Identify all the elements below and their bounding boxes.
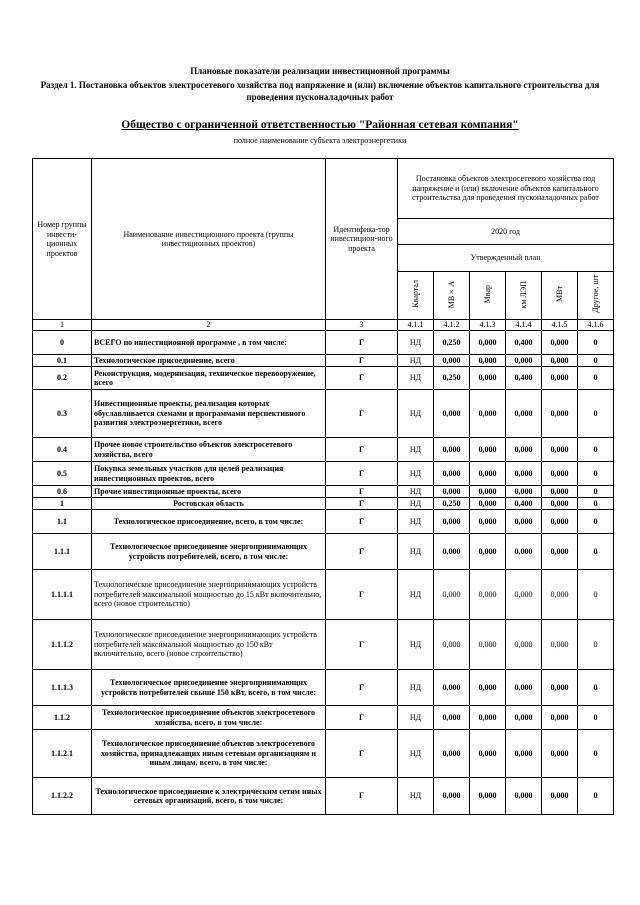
row-quarter: НД xyxy=(398,570,434,620)
header-group-number: Номер группы инвести-ционных проектов xyxy=(33,159,92,320)
row-project-name: Ростовская область xyxy=(92,498,326,510)
row-value: 0,000 xyxy=(434,534,470,570)
row-number: 0.3 xyxy=(33,390,92,438)
row-value: 0,250 xyxy=(434,498,470,510)
row-quarter: НД xyxy=(398,670,434,706)
row-value: 0,400 xyxy=(506,498,542,510)
header-subcolumn xyxy=(398,272,434,320)
row-project-name: Технологическое присоединение объектов электросетевого хозяйства, принадлежащих иным сетевым организациям и иным лицам, всего, в том числе: xyxy=(92,730,326,778)
row-identifier: Г xyxy=(326,730,398,778)
row-value: 0,000 xyxy=(506,778,542,815)
row-value: 0,000 xyxy=(542,730,578,778)
row-value: 0,000 xyxy=(542,486,578,498)
row-quarter: НД xyxy=(398,706,434,730)
row-value: 0 xyxy=(578,486,614,498)
row-value: 0,000 xyxy=(506,620,542,670)
row-number: 1.1.1.1 xyxy=(33,570,92,620)
row-project-name: Технологическое присоединение объектов электросетевого хозяйства, всего, в том числе: xyxy=(92,706,326,730)
row-value: 0,000 xyxy=(434,390,470,438)
row-project-name: Прочее новое строительство объектов электросетевого хозяйства, всего xyxy=(92,438,326,462)
column-number: 4.1.2 xyxy=(434,320,470,331)
investment-table xyxy=(32,158,614,815)
header-year: 2020 год xyxy=(398,219,614,245)
row-value: 0 xyxy=(578,534,614,570)
table-row xyxy=(33,778,614,815)
row-value: 0,000 xyxy=(470,730,506,778)
row-value: 0,000 xyxy=(470,331,506,355)
row-value: 0,000 xyxy=(542,778,578,815)
header-identifier: Идентифика-тор инвестицион-ного проекта xyxy=(326,159,398,320)
table-row xyxy=(33,730,614,778)
row-number: 0.4 xyxy=(33,438,92,462)
row-value: 0,000 xyxy=(542,534,578,570)
header-subcolumn-label: Квартал xyxy=(410,280,420,309)
table-row xyxy=(33,462,614,486)
row-value: 0,000 xyxy=(470,570,506,620)
row-value: 0 xyxy=(578,390,614,438)
row-value: 0,000 xyxy=(470,438,506,462)
header-subcolumn-label: МВт xyxy=(554,286,564,303)
row-value: 0,000 xyxy=(542,570,578,620)
header-subcolumn xyxy=(434,272,470,320)
row-value: 0,000 xyxy=(470,510,506,534)
row-value: 0,000 xyxy=(542,706,578,730)
row-value: 0,000 xyxy=(542,331,578,355)
row-value: 0,000 xyxy=(470,778,506,815)
row-value: 0,000 xyxy=(542,367,578,390)
row-value: 0,000 xyxy=(434,486,470,498)
row-number: 1.1 xyxy=(33,510,92,534)
row-identifier: Г xyxy=(326,670,398,706)
row-value: 0,000 xyxy=(506,570,542,620)
row-value: 0,000 xyxy=(434,438,470,462)
row-value: 0 xyxy=(578,331,614,355)
row-number: 1 xyxy=(33,498,92,510)
row-number: 0.6 xyxy=(33,486,92,498)
row-value: 0,000 xyxy=(506,462,542,486)
organization-name: Общество с ограниченной ответственностью "Районная сетевая компания" xyxy=(121,119,519,131)
row-value: 0 xyxy=(578,620,614,670)
row-value: 0,000 xyxy=(434,730,470,778)
row-project-name: Технологическое присоединение, всего, в том числе: xyxy=(92,510,326,534)
row-number: 1.1.2.2 xyxy=(33,778,92,815)
row-quarter: НД xyxy=(398,331,434,355)
row-identifier: Г xyxy=(326,390,398,438)
row-project-name: Технологическое присоединение к электрическим сетям иных сетевых организаций, всего, в том числе: xyxy=(92,778,326,815)
row-identifier: Г xyxy=(326,510,398,534)
row-identifier: Г xyxy=(326,570,398,620)
header-subcolumn xyxy=(578,272,614,320)
table-row xyxy=(33,706,614,730)
header-subcolumn-label: Другое, шт xyxy=(590,275,600,314)
row-number: 0.1 xyxy=(33,355,92,367)
row-value: 0,250 xyxy=(434,331,470,355)
row-identifier: Г xyxy=(326,706,398,730)
row-value: 0,000 xyxy=(506,486,542,498)
row-project-name: Инвестиционные проекты, реализация которых обуславливается схемами и программами перспективного развития электроэнергетики, всего xyxy=(92,390,326,438)
row-value: 0 xyxy=(578,670,614,706)
row-value: 0,000 xyxy=(434,620,470,670)
row-identifier: Г xyxy=(326,486,398,498)
table-row xyxy=(33,534,614,570)
row-value: 0,000 xyxy=(470,462,506,486)
row-number: 1.1.1 xyxy=(33,534,92,570)
table-row xyxy=(33,620,614,670)
row-value: 0,000 xyxy=(542,390,578,438)
row-value: 0,000 xyxy=(542,462,578,486)
row-value: 0,000 xyxy=(434,706,470,730)
row-identifier: Г xyxy=(326,498,398,510)
row-value: 0,000 xyxy=(542,355,578,367)
row-number: 1.1.1.3 xyxy=(33,670,92,706)
row-project-name: Реконструкция, модернизация, техническое перевооружение, всего xyxy=(92,367,326,390)
row-value: 0,000 xyxy=(542,438,578,462)
header-row xyxy=(33,159,614,219)
row-identifier: Г xyxy=(326,778,398,815)
row-project-name: Технологическое присоединение энергопринимающих устройств потребителей максимальной мощностью до 150 кВт включительно, всего (новое строительство) xyxy=(92,620,326,670)
row-project-name: Прочие инвестиционные проекты, всего xyxy=(92,486,326,498)
row-value: 0 xyxy=(578,367,614,390)
column-number: 3 xyxy=(326,320,398,331)
column-number: 4.1.3 xyxy=(470,320,506,331)
row-number: 0.2 xyxy=(33,367,92,390)
row-quarter: НД xyxy=(398,355,434,367)
table-row xyxy=(33,670,614,706)
row-value: 0,000 xyxy=(506,355,542,367)
row-value: 0,000 xyxy=(506,706,542,730)
row-value: 0,000 xyxy=(542,620,578,670)
column-number: 2 xyxy=(92,320,326,331)
row-value: 0,000 xyxy=(470,367,506,390)
table-row xyxy=(33,355,614,367)
header-subcolumn xyxy=(506,272,542,320)
row-project-name: Технологическое присоединение, всего xyxy=(92,355,326,367)
row-quarter: НД xyxy=(398,620,434,670)
section-title: Раздел 1. Постановка объектов электросетевого хозяйства под напряжение и (или) включение объектов капитального строительства для проведения пусконаладочных работ xyxy=(40,80,600,102)
table-row xyxy=(33,510,614,534)
row-quarter: НД xyxy=(398,367,434,390)
row-value: 0 xyxy=(578,438,614,462)
row-quarter: НД xyxy=(398,462,434,486)
row-quarter: НД xyxy=(398,730,434,778)
header-group: Постановка объектов электросетевого хозяйства под напряжение и (или) включение объектов капитального строительства для проведения пусконаладочных работ xyxy=(398,159,614,219)
row-number: 1.1.1.2 xyxy=(33,620,92,670)
row-quarter: НД xyxy=(398,498,434,510)
header-subcolumn-label: Мвар xyxy=(482,285,492,304)
row-value: 0 xyxy=(578,510,614,534)
row-value: 0 xyxy=(578,706,614,730)
row-value: 0,000 xyxy=(542,498,578,510)
row-value: 0,000 xyxy=(434,510,470,534)
row-quarter: НД xyxy=(398,438,434,462)
table-row xyxy=(33,498,614,510)
header-subcolumn xyxy=(470,272,506,320)
row-value: 0,000 xyxy=(470,390,506,438)
row-quarter: НД xyxy=(398,534,434,570)
row-value: 0,000 xyxy=(470,620,506,670)
row-value: 0 xyxy=(578,355,614,367)
table-row xyxy=(33,486,614,498)
row-quarter: НД xyxy=(398,510,434,534)
organization-caption: полное наименование субъекта электроэнергетики xyxy=(233,136,407,145)
row-quarter: НД xyxy=(398,390,434,438)
row-value: 0,000 xyxy=(506,730,542,778)
row-value: 0 xyxy=(578,462,614,486)
header-plan: Утвержденный план xyxy=(398,245,614,272)
row-value: 0 xyxy=(578,778,614,815)
row-value: 0 xyxy=(578,570,614,620)
row-value: 0,000 xyxy=(470,706,506,730)
column-number: 4.1.1 xyxy=(398,320,434,331)
row-identifier: Г xyxy=(326,367,398,390)
row-value: 0,000 xyxy=(434,670,470,706)
header-subcolumn-label: км ЛЭП xyxy=(518,280,528,308)
row-value: 0,000 xyxy=(506,670,542,706)
row-identifier: Г xyxy=(326,331,398,355)
table-row xyxy=(33,570,614,620)
row-value: 0,000 xyxy=(542,670,578,706)
row-value: 0 xyxy=(578,730,614,778)
row-project-name: Покупка земельных участков для целей реализация инвестиционных проектов, всего xyxy=(92,462,326,486)
row-project-name: Технологическое присоединение энергопринимающих устройств потребителей, всего, в том числе: xyxy=(92,534,326,570)
row-identifier: Г xyxy=(326,462,398,486)
column-number: 4.1.6 xyxy=(578,320,614,331)
row-number: 1.1.2 xyxy=(33,706,92,730)
column-number: 4.1.4 xyxy=(506,320,542,331)
row-value: 0,000 xyxy=(434,570,470,620)
column-numbers-row xyxy=(33,320,614,331)
row-value: 0,000 xyxy=(470,355,506,367)
row-value: 0,000 xyxy=(434,778,470,815)
table-row xyxy=(33,438,614,462)
row-value: 0,000 xyxy=(470,534,506,570)
row-value: 0 xyxy=(578,498,614,510)
row-number: 0.5 xyxy=(33,462,92,486)
row-value: 0,000 xyxy=(506,438,542,462)
table-row xyxy=(33,331,614,355)
row-value: 0,000 xyxy=(506,390,542,438)
header-subcolumn xyxy=(542,272,578,320)
row-value: 0,000 xyxy=(506,534,542,570)
row-value: 0,000 xyxy=(506,510,542,534)
row-number: 0 xyxy=(33,331,92,355)
table-row xyxy=(33,367,614,390)
row-identifier: Г xyxy=(326,620,398,670)
column-number: 4.1.5 xyxy=(542,320,578,331)
row-value: 0,000 xyxy=(470,486,506,498)
row-quarter: НД xyxy=(398,486,434,498)
row-value: 0,000 xyxy=(470,670,506,706)
document-title: Плановые показатели реализации инвестиционной программы xyxy=(190,66,450,76)
row-quarter: НД xyxy=(398,778,434,815)
column-number: 1 xyxy=(33,320,92,331)
row-value: 0,400 xyxy=(506,331,542,355)
header-subcolumn-label: МВ×А xyxy=(446,280,456,308)
row-value: 0,000 xyxy=(470,498,506,510)
row-project-name: Технологическое присоединение энергопринимающих устройств потребителей свыше 150 кВт, всего, в том числе: xyxy=(92,670,326,706)
row-number: 1.1.2.1 xyxy=(33,730,92,778)
row-project-name: ВСЕГО по инвестиционной программе , в том числе: xyxy=(92,331,326,355)
row-identifier: Г xyxy=(326,534,398,570)
row-value: 0,000 xyxy=(434,462,470,486)
table-row xyxy=(33,390,614,438)
row-identifier: Г xyxy=(326,355,398,367)
row-value: 0,000 xyxy=(542,510,578,534)
header-project-name: Наименование инвестиционного проекта (группы инвестиционных проектов) xyxy=(92,159,326,320)
row-identifier: Г xyxy=(326,438,398,462)
row-value: 0,000 xyxy=(434,355,470,367)
row-value: 0,400 xyxy=(506,367,542,390)
row-project-name: Технологическое присоединение энергопринимающих устройств потребителей максимальной мощностью до 15 кВт включительно, всего (новое строительство) xyxy=(92,570,326,620)
row-value: 0,250 xyxy=(434,367,470,390)
